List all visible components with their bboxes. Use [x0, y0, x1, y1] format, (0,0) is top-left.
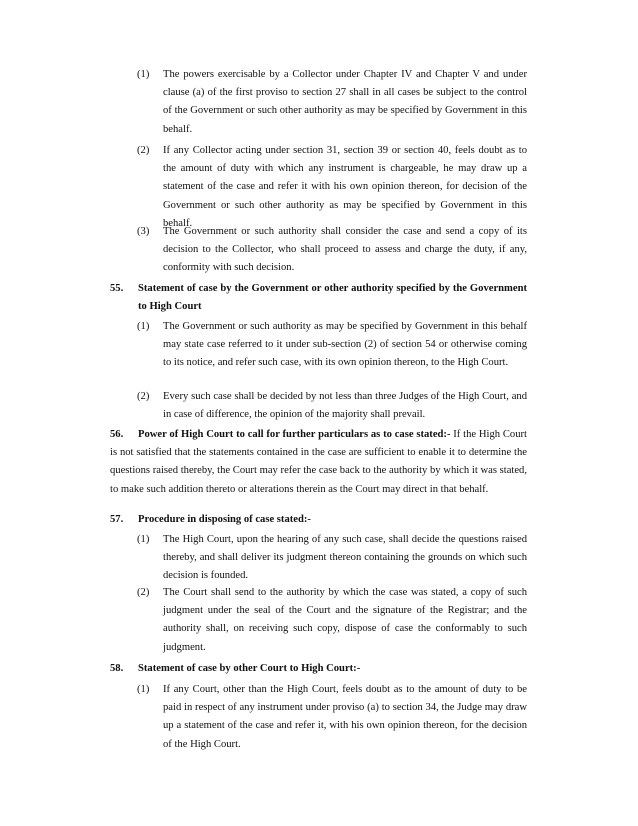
subsection-number: (2) [137, 145, 150, 156]
subsection-number: (1) [137, 69, 150, 80]
subsection-57-1 [137, 531, 527, 586]
subsection-text: The High Court, upon the hearing of any such case, shall decide the questions raised thereby, and shall deliver its judgment thereon containing the grounds on which such decision is founded. [163, 534, 527, 582]
section-57 [110, 511, 527, 529]
section-58 [110, 660, 527, 678]
section-heading: Procedure in disposing of case stated:- [138, 514, 311, 525]
subsection-text: Every such case shall be decided by not less than three Judges of the High Court, and in case of difference, the opinion of the majority shall prevail. [163, 391, 527, 421]
section-55 [110, 280, 527, 316]
subsection-text: The Court shall send to the authority by which the case was stated, a copy of such judgment under the seal of the Court and the signature of the Registrar; and the authority shall, on receiving such copy, dispose of case the conformably to such judgment. [163, 587, 527, 653]
subsection-58-1 [137, 681, 527, 754]
section-text: If the High Court is not satisfied that the statements contained in the case are sufficient to enable it to determine the questions raised thereby, the Court may refer the case back to the authority by which it was stated, to make such addition thereto or alterations therein as the Court may direct in that behalf. [110, 429, 527, 495]
subsection-54-1 [137, 66, 527, 139]
subsection-text: The Government or such authority shall consider the case and send a copy of its decision to the Collector, who shall proceed to assess and charge the duty, if any, conformity with such decision. [163, 226, 527, 274]
subsection-55-1 [137, 318, 527, 373]
subsection-number: (2) [137, 587, 150, 598]
subsection-number: (1) [137, 321, 150, 332]
subsection-text: The powers exercisable by a Collector under Chapter IV and Chapter V and under clause (a) of the first proviso to section 27 shall in all cases be subject to the control of the Government or such other authority as may be specified by Government in this behalf. [163, 69, 527, 135]
subsection-text: The Government or such authority as may be specified by Government in this behalf may state case referred to it under sub-section (2) of section 54 or otherwise coming to its notice, and refer such case, with its own opinion thereon, to the High Court. [163, 321, 527, 369]
section-heading: Statement of case by other Court to High Court:- [138, 663, 361, 674]
subsection-57-2 [137, 584, 527, 657]
subsection-55-2 [137, 388, 527, 424]
section-number: 57. [110, 514, 124, 525]
subsection-number: (1) [137, 684, 150, 695]
section-56 [110, 426, 527, 499]
subsection-54-3 [137, 223, 527, 278]
section-number: 56. [110, 429, 124, 440]
subsection-number: (2) [137, 391, 150, 402]
section-body [110, 426, 527, 499]
subsection-text: If any Court, other than the High Court, feels doubt as to the amount of duty to be paid in respect of any instrument under proviso (a) to section 34, the Judge may draw up a statement of the case and refer it, with his own opinion thereon, for the decision of the High Court. [163, 684, 527, 750]
section-number: 58. [110, 663, 124, 674]
section-number: 55. [110, 283, 124, 294]
subsection-text: If any Collector acting under section 31, section 39 or section 40, feels doubt as to the amount of duty with which any instrument is chargeable, he may draw up a statement of the case and refer it with his own opinion thereon, for decision of the Government or such other authority as may be specified by Government in this behalf. [163, 145, 527, 229]
section-heading: Statement of case by the Government or other authority specified by the Government to High Court [138, 283, 527, 313]
subsection-number: (1) [137, 534, 150, 545]
subsection-54-2 [137, 142, 527, 233]
section-heading: Power of High Court to call for further particulars as to case stated:- [138, 429, 451, 440]
subsection-number: (3) [137, 226, 150, 237]
